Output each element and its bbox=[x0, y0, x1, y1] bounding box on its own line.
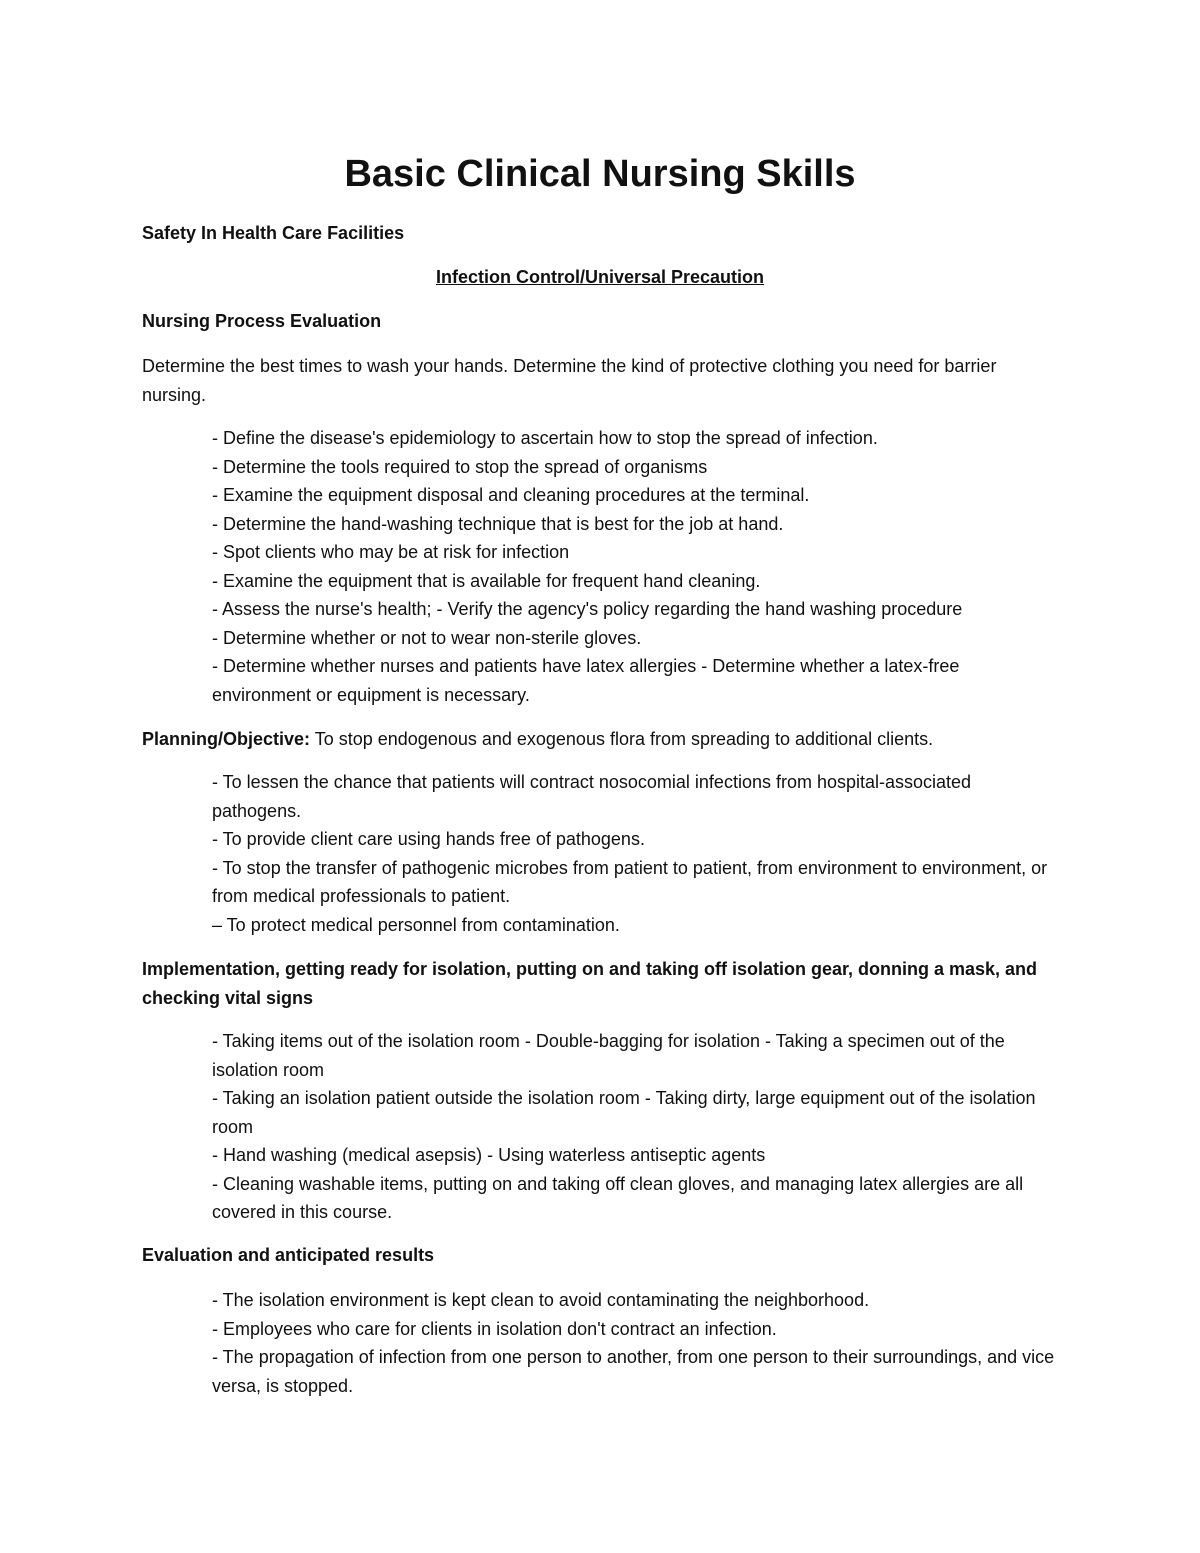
implementation-list bbox=[212, 1027, 1062, 1227]
results-list bbox=[212, 1286, 1062, 1400]
evaluation-list bbox=[212, 424, 1062, 709]
planning-text: To stop endogenous and exogenous flora from spreading to additional clients. bbox=[310, 729, 934, 749]
evaluation-intro: Determine the best times to wash your hands. Determine the kind of protective clothing you need for barrier nursing. bbox=[142, 356, 997, 405]
planning-label: Planning/Objective: bbox=[142, 729, 311, 749]
list-item: – To protect medical personnel from contamination. bbox=[212, 914, 620, 935]
list-item: - Hand washing (medical asepsis) - Using waterless antiseptic agents bbox=[212, 1145, 766, 1165]
list-item: - Determine the tools required to stop the spread of organisms bbox=[212, 456, 708, 477]
planning-list bbox=[212, 768, 1062, 939]
document-title: Basic Clinical Nursing Skills bbox=[344, 153, 856, 195]
subsection-heading: Infection Control/Universal Precaution bbox=[435, 267, 765, 287]
list-item: - Examine the equipment that is available for frequent hand cleaning. bbox=[212, 570, 761, 591]
list-item: - The propagation of infection from one person to another, from one person to their surroundings, and vice versa, is stopped. bbox=[212, 1347, 1055, 1396]
list-item: - To lessen the chance that patients will contract nosocomial infections from hospital-associated pathogens. bbox=[212, 772, 972, 821]
list-item: - Employees who care for clients in isolation don't contract an infection. bbox=[212, 1318, 777, 1339]
list-item: - To provide client care using hands free of pathogens. bbox=[212, 829, 645, 849]
list-item: - Cleaning washable items, putting on and taking off clean gloves, and managing latex allergies are all covered in this course. bbox=[212, 1173, 1024, 1222]
list-item: - Examine the equipment disposal and cleaning procedures at the terminal. bbox=[212, 485, 810, 505]
list-item: - To stop the transfer of pathogenic microbes from patient to patient, from environment to environment, or from medical professionals to patient. bbox=[212, 857, 1048, 906]
list-item: - Determine whether or not to wear non-sterile gloves. bbox=[212, 627, 642, 648]
section-heading: Safety In Health Care Facilities bbox=[142, 223, 405, 243]
implementation-heading: Implementation, getting ready for isolation, putting on and taking off isolation gear, donning a mask, and checking vital signs bbox=[142, 959, 1038, 1008]
list-item: - Define the disease's epidemiology to ascertain how to stop the spread of infection. bbox=[212, 428, 878, 448]
list-item: - The isolation environment is kept clean to avoid contaminating the neighborhood. bbox=[212, 1290, 870, 1310]
list-item: - Determine whether nurses and patients have latex allergies - Determine whether a latex-free environment or equipment is necessary. bbox=[212, 656, 960, 705]
results-heading: Evaluation and anticipated results bbox=[142, 1245, 435, 1265]
list-item: - Determine the hand-washing technique that is best for the job at hand. bbox=[212, 513, 784, 534]
list-item: - Taking items out of the isolation room - Double-bagging for isolation - Taking a specimen out of the isolation room bbox=[212, 1031, 1005, 1080]
list-item: - Taking an isolation patient outside the isolation room - Taking dirty, large equipment out of the isolation room bbox=[212, 1088, 1036, 1137]
evaluation-heading: Nursing Process Evaluation bbox=[142, 311, 382, 331]
planning-paragraph bbox=[142, 725, 1062, 754]
list-item: - Spot clients who may be at risk for infection bbox=[212, 542, 570, 562]
list-item: - Assess the nurse's health; - Verify the agency's policy regarding the hand washing procedure bbox=[212, 599, 963, 619]
